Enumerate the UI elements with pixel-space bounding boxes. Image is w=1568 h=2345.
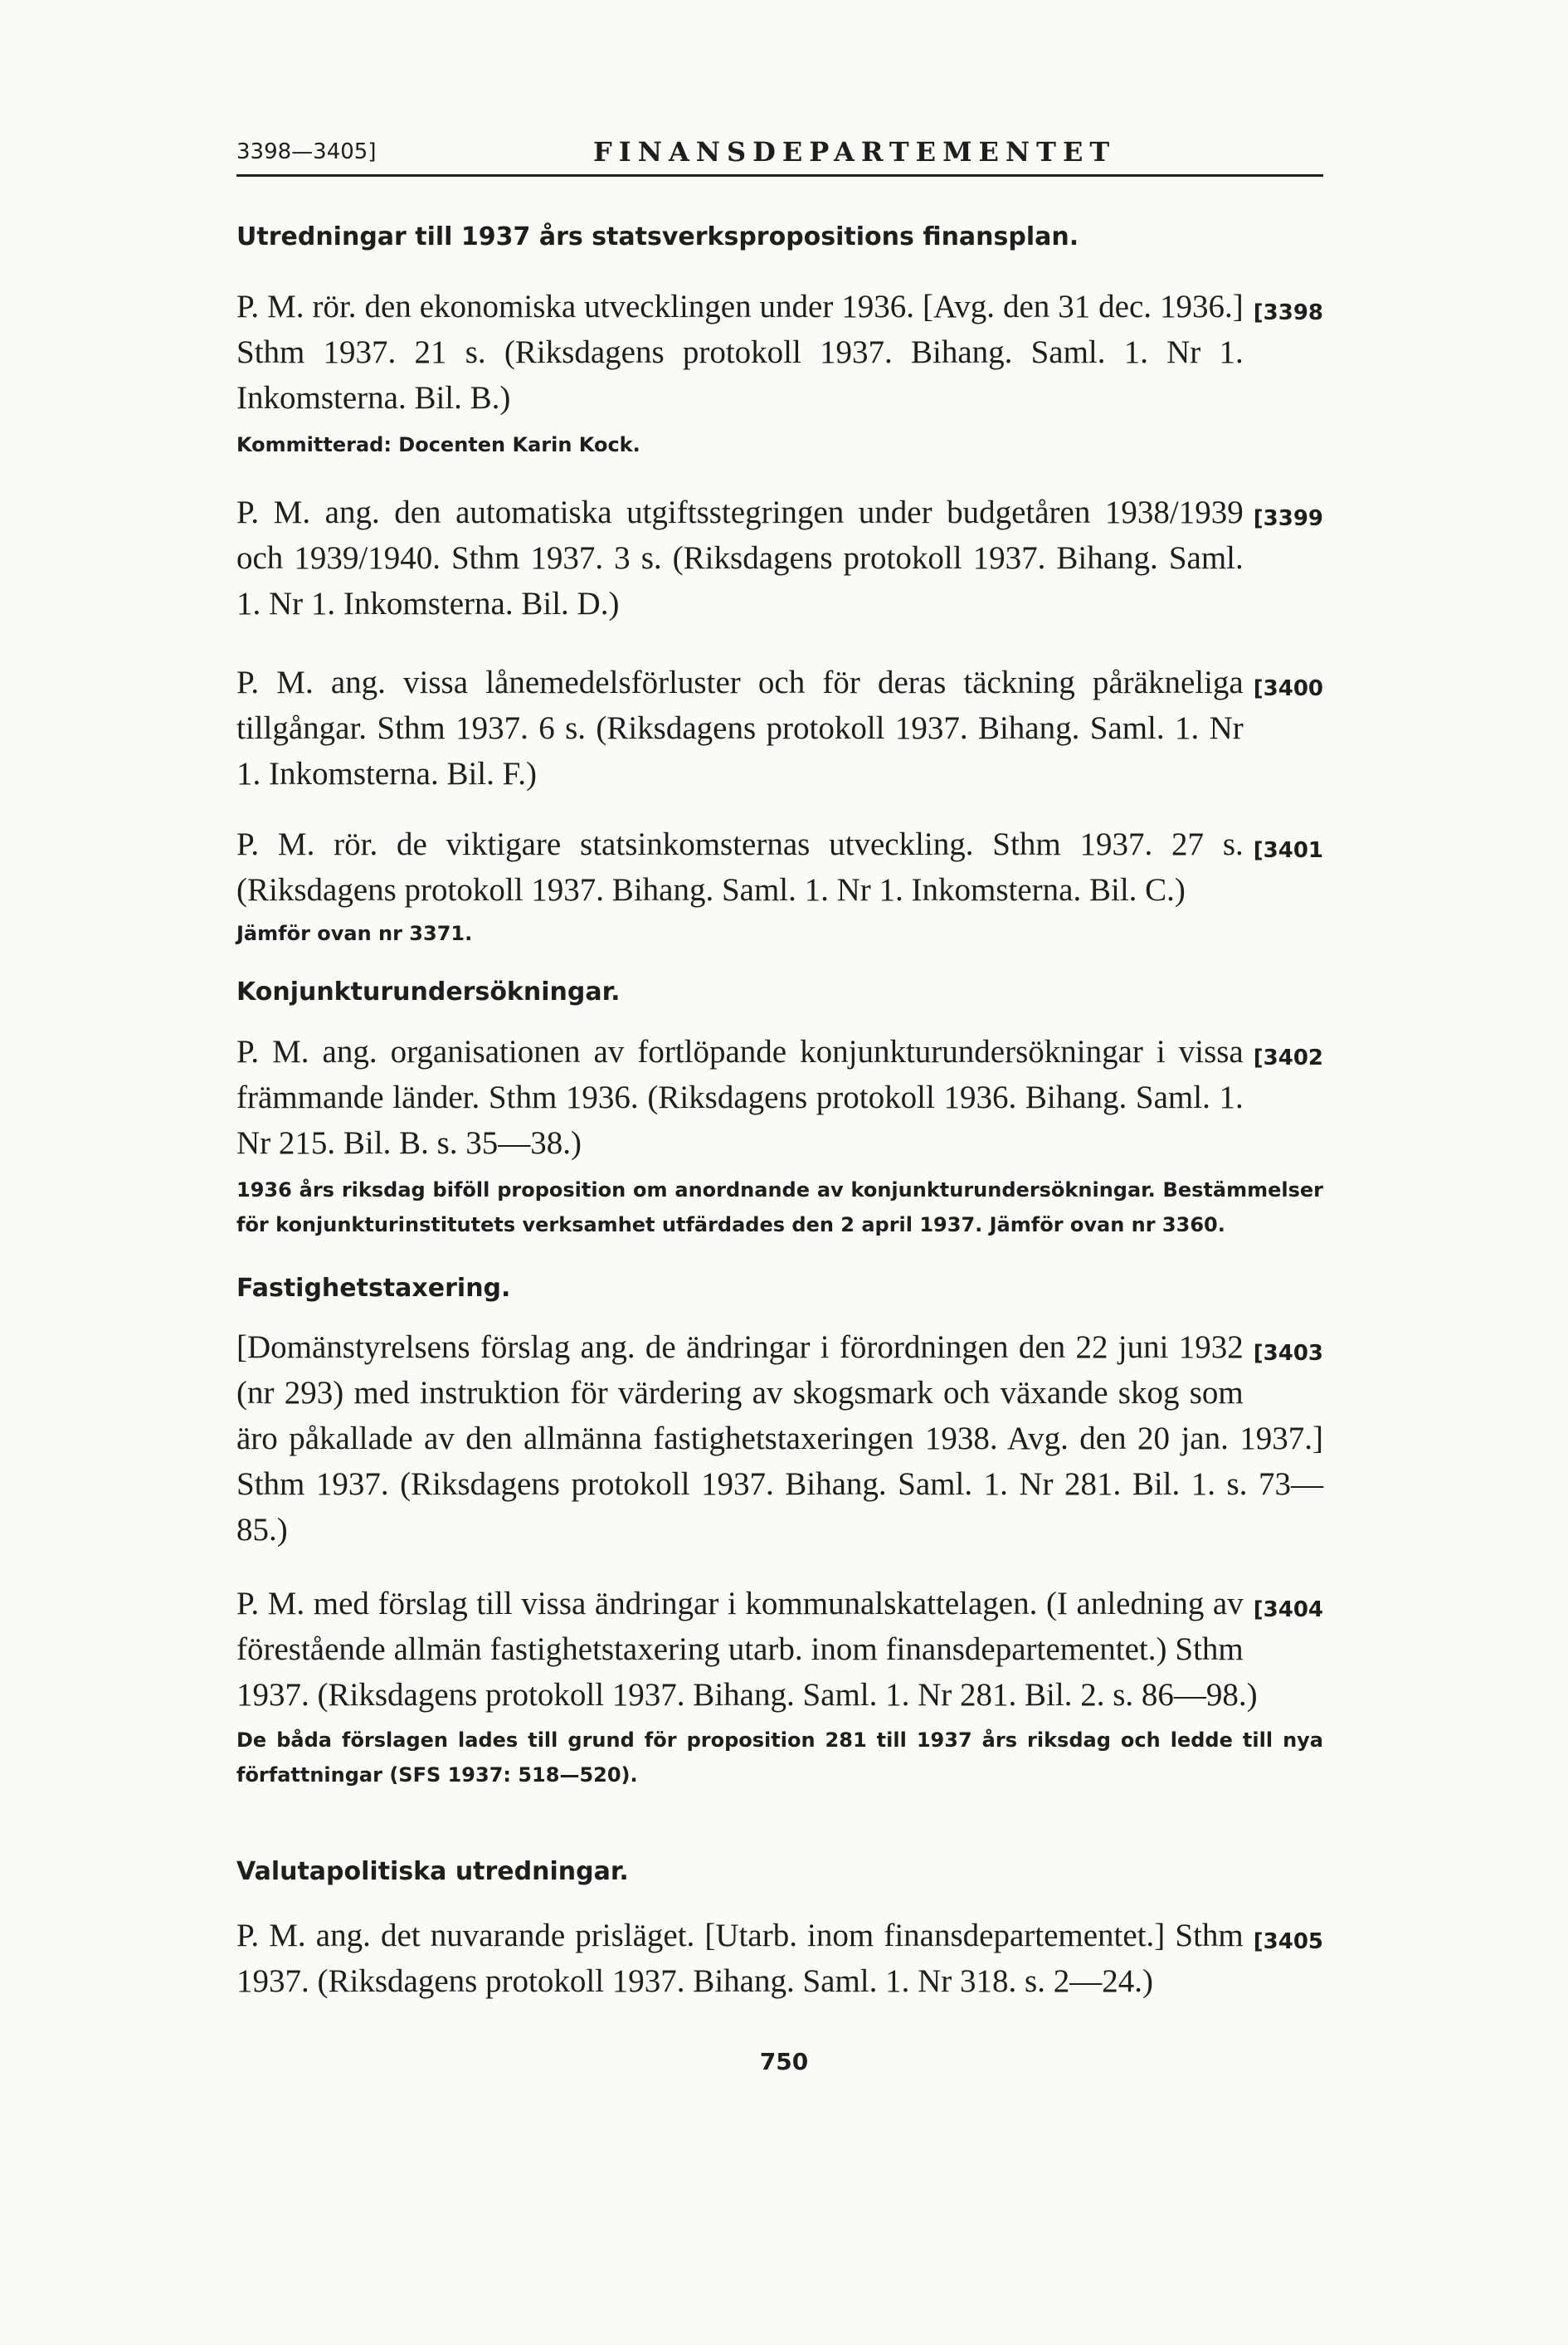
entry-ref: [3405 <box>1253 1929 1323 1954</box>
entry-note: De båda förslagen lades till grund för proposition 281 till 1937 års riksdag och ledde till nya författningar (SFS 1937: 518—520). <box>236 1728 1323 1787</box>
entry-note: Jämför ovan nr 3371. <box>236 922 473 945</box>
section-heading: Konjunkturundersökningar. <box>236 977 621 1007</box>
section-heading: Fastighetstaxering. <box>236 1274 511 1303</box>
entry-ref: [3404 <box>1253 1597 1323 1622</box>
running-header <box>236 134 1323 177</box>
entry-text: [3401 P. M. rör. de viktigare statsinkomsternas utveckling. Sthm 1937. 27 s. (Riksdagens protokoll 1937. Bihang. Saml. 1. Nr 1. Inkomsterna. Bil. C.) <box>236 826 1323 908</box>
entry-ref: [3403 <box>1253 1341 1323 1366</box>
entry-text: [3405 P. M. ang. det nuvarande prisläget. [Utarb. inom finansdepartementet.] Sthm 1937. (Riksdagens protokoll 1937. Bihang. Saml. 1. Nr 318. s. 2—24.) <box>236 1918 1323 1999</box>
department-title: FINANSDEPARTEMENTET <box>593 136 1117 168</box>
entry-text: [3402 P. M. ang. organisationen av fortlöpande konjunkturundersökningar i vissa främmande länder. Sthm 1936. (Riksdagens protokoll 1936. Bihang. Saml. 1. Nr 215. Bil. B. s. 35—38.) <box>236 1034 1323 1161</box>
entry-ref: [3399 <box>1253 506 1323 531</box>
entry-3398 <box>236 284 1323 462</box>
entry-text: [3399 P. M. ang. den automatiska utgiftsstegringen under budgetåren 1938/1939 och 1939/1940. Sthm 1937. 3 s. (Riksdagens protokoll 1937. Bihang. Saml. 1. Nr 1. Inkomsterna. Bil. D.) <box>236 495 1323 622</box>
entry-text: [3398 P. M. rör. den ekonomiska utvecklingen under 1936. [Avg. den 31 dec. 1936.] Sthm 1937. 21 s. (Riksdagens protokoll 1937. Bihang. Saml. 1. Nr 1. Inkomsterna. Bil. B.) <box>236 289 1323 416</box>
entry-ref: [3400 <box>1253 676 1323 701</box>
entry-text: [3403 [Domänstyrelsens förslag ang. de ändringar i förordningen den 22 juni 1932 (nr 293) med instruktion för värdering av skogsmark och växande skog som äro påkallade av den allmänna fastighetstaxeringen 1938. Avg. den 20 jan. 1937.] Sthm 1937. (Riksdagens protokoll 1937. Bihang. Saml. 1. Nr 281. Bil. 1. s. 73—85.) <box>236 1329 1323 1548</box>
entry-3400 <box>236 660 1323 797</box>
entry-3401 <box>236 821 1323 951</box>
entry-note: 1936 års riksdag biföll proposition om anordnande av konjunkturundersökningar. Bestämmelser för konjunkturinstitutets verksamhet utfärdades den 2 april 1937. Jämför ovan nr 3360. <box>236 1178 1323 1236</box>
entry-ref: [3398 <box>1253 300 1323 325</box>
section-heading: Utredningar till 1937 års statsverkspropositions finansplan. <box>236 222 1079 251</box>
entry-note: Kommitterad: Docenten Karin Kock. <box>236 433 640 456</box>
entry-3405 <box>236 1913 1323 2004</box>
entry-3399 <box>236 490 1323 626</box>
page-number: 750 <box>759 2048 809 2075</box>
entry-3404 <box>236 1581 1323 1792</box>
entry-text: [3400 P. M. ang. vissa lånemedelsförluster och för deras täckning påräkneliga tillgångar. Sthm 1937. 6 s. (Riksdagens protokoll 1937. Bihang. Saml. 1. Nr 1. Inkomsterna. Bil. F.) <box>236 665 1323 792</box>
entry-3402 <box>236 1029 1323 1242</box>
entry-ref: [3402 <box>1253 1046 1323 1070</box>
entry-3403 <box>236 1324 1323 1553</box>
entry-range: 3398—3405] <box>236 139 377 164</box>
entry-text: [3404 P. M. med förslag till vissa ändringar i kommunalskattelagen. (I anledning av förestående allmän fastighetstaxering utarb. inom finansdepartementet.) Sthm 1937. (Riksdagens protokoll 1937. Bihang. Saml. 1. Nr 281. Bil. 2. s. 86—98.) <box>236 1586 1323 1713</box>
section-heading: Valutapolitiska utredningar. <box>236 1857 629 1886</box>
entry-ref: [3401 <box>1253 838 1323 863</box>
